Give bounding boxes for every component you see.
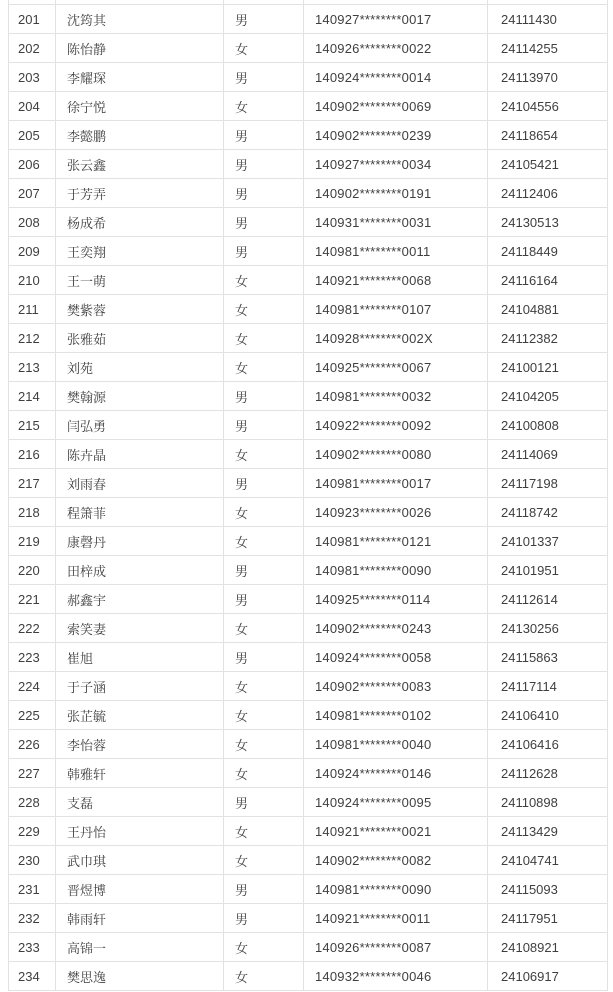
table-row bbox=[8, 92, 608, 121]
exam-number-cell bbox=[488, 0, 608, 4]
gender-cell bbox=[224, 0, 304, 4]
gender-cell: 男 bbox=[224, 63, 304, 91]
id-number-cell: 140923********0026 bbox=[304, 498, 488, 526]
exam-number-cell: 24104881 bbox=[488, 295, 608, 323]
name-cell: 高锦一 bbox=[56, 933, 224, 961]
name-cell: 程箫菲 bbox=[56, 498, 224, 526]
exam-number-cell: 24106410 bbox=[488, 701, 608, 729]
id-number-cell: 140902********0069 bbox=[304, 92, 488, 120]
id-number-cell: 140902********0243 bbox=[304, 614, 488, 642]
exam-number-cell: 24118449 bbox=[488, 237, 608, 265]
name-cell: 王奕翔 bbox=[56, 237, 224, 265]
name-cell: 于子涵 bbox=[56, 672, 224, 700]
name-cell: 樊紫蓉 bbox=[56, 295, 224, 323]
gender-cell: 女 bbox=[224, 730, 304, 758]
gender-cell: 男 bbox=[224, 150, 304, 178]
exam-number-cell: 24130256 bbox=[488, 614, 608, 642]
name-cell: 李懿鹏 bbox=[56, 121, 224, 149]
name-cell: 徐宁悦 bbox=[56, 92, 224, 120]
id-number-cell: 140902********0191 bbox=[304, 179, 488, 207]
table-row bbox=[8, 411, 608, 440]
row-number-cell: 210 bbox=[8, 266, 56, 294]
table-row bbox=[8, 295, 608, 324]
name-cell: 于芳弄 bbox=[56, 179, 224, 207]
row-number-cell: 213 bbox=[8, 353, 56, 381]
id-number-cell: 140902********0083 bbox=[304, 672, 488, 700]
row-number-cell: 203 bbox=[8, 63, 56, 91]
exam-number-cell: 24101337 bbox=[488, 527, 608, 555]
id-number-cell: 140981********0121 bbox=[304, 527, 488, 555]
table-row bbox=[8, 179, 608, 208]
row-number-cell: 204 bbox=[8, 92, 56, 120]
id-number-cell: 140922********0092 bbox=[304, 411, 488, 439]
table-row bbox=[8, 556, 608, 585]
gender-cell: 女 bbox=[224, 759, 304, 787]
exam-number-cell: 24110898 bbox=[488, 788, 608, 816]
table-row bbox=[8, 875, 608, 904]
table-row bbox=[8, 759, 608, 788]
row-number-cell: 201 bbox=[8, 5, 56, 33]
gender-cell: 女 bbox=[224, 92, 304, 120]
exam-number-cell: 24117951 bbox=[488, 904, 608, 932]
gender-cell: 男 bbox=[224, 382, 304, 410]
name-cell: 樊翰源 bbox=[56, 382, 224, 410]
table-row bbox=[8, 34, 608, 63]
name-cell: 陈怡静 bbox=[56, 34, 224, 62]
table-row bbox=[8, 150, 608, 179]
table-row bbox=[8, 672, 608, 701]
name-cell: 田梓成 bbox=[56, 556, 224, 584]
gender-cell: 女 bbox=[224, 527, 304, 555]
name-cell: 崔旭 bbox=[56, 643, 224, 671]
gender-cell: 女 bbox=[224, 701, 304, 729]
gender-cell: 女 bbox=[224, 353, 304, 381]
table-row bbox=[8, 933, 608, 962]
name-cell: 杨成希 bbox=[56, 208, 224, 236]
exam-number-cell: 24106917 bbox=[488, 962, 608, 990]
table-row bbox=[8, 585, 608, 614]
name-cell: 李怡蓉 bbox=[56, 730, 224, 758]
id-number-cell: 140925********0067 bbox=[304, 353, 488, 381]
id-number-cell: 140981********0040 bbox=[304, 730, 488, 758]
id-number-cell: 140981********0017 bbox=[304, 469, 488, 497]
exam-number-cell: 24101951 bbox=[488, 556, 608, 584]
row-number-cell: 206 bbox=[8, 150, 56, 178]
id-number-cell: 140927********0034 bbox=[304, 150, 488, 178]
id-number-cell: 140926********0087 bbox=[304, 933, 488, 961]
name-cell: 李耀琛 bbox=[56, 63, 224, 91]
id-number-cell: 140924********0146 bbox=[304, 759, 488, 787]
row-number-cell: 223 bbox=[8, 643, 56, 671]
exam-number-cell: 24116164 bbox=[488, 266, 608, 294]
name-cell: 张云鑫 bbox=[56, 150, 224, 178]
gender-cell: 男 bbox=[224, 875, 304, 903]
row-number-cell: 212 bbox=[8, 324, 56, 352]
exam-number-cell: 24130513 bbox=[488, 208, 608, 236]
id-number-cell: 140926********0022 bbox=[304, 34, 488, 62]
exam-number-cell: 24106416 bbox=[488, 730, 608, 758]
row-number-cell: 208 bbox=[8, 208, 56, 236]
id-number-cell: 140902********0239 bbox=[304, 121, 488, 149]
exam-number-cell: 24113429 bbox=[488, 817, 608, 845]
row-number-cell: 221 bbox=[8, 585, 56, 613]
name-cell: 刘苑 bbox=[56, 353, 224, 381]
table-row bbox=[8, 63, 608, 92]
table-row bbox=[8, 5, 608, 34]
id-number-cell: 140981********0032 bbox=[304, 382, 488, 410]
name-cell: 晋煜博 bbox=[56, 875, 224, 903]
row-number-cell: 229 bbox=[8, 817, 56, 845]
exam-number-cell: 24108921 bbox=[488, 933, 608, 961]
gender-cell: 女 bbox=[224, 324, 304, 352]
exam-number-cell: 24113970 bbox=[488, 63, 608, 91]
gender-cell: 女 bbox=[224, 295, 304, 323]
row-number-cell: 215 bbox=[8, 411, 56, 439]
exam-number-cell: 24118654 bbox=[488, 121, 608, 149]
gender-cell: 男 bbox=[224, 643, 304, 671]
id-number-cell: 140902********0080 bbox=[304, 440, 488, 468]
table-row bbox=[8, 527, 608, 556]
row-number-cell: 219 bbox=[8, 527, 56, 555]
name-cell: 王一萌 bbox=[56, 266, 224, 294]
row-number-cell bbox=[8, 0, 56, 4]
table-row bbox=[8, 817, 608, 846]
gender-cell: 女 bbox=[224, 962, 304, 990]
row-number-cell: 231 bbox=[8, 875, 56, 903]
table-row bbox=[8, 469, 608, 498]
exam-number-cell: 24104741 bbox=[488, 846, 608, 874]
table-row bbox=[8, 788, 608, 817]
gender-cell: 女 bbox=[224, 34, 304, 62]
name-cell: 张芷毓 bbox=[56, 701, 224, 729]
row-number-cell: 217 bbox=[8, 469, 56, 497]
exam-number-cell: 24104556 bbox=[488, 92, 608, 120]
exam-number-cell: 24112628 bbox=[488, 759, 608, 787]
table-row bbox=[8, 730, 608, 759]
row-number-cell: 232 bbox=[8, 904, 56, 932]
name-cell: 闫弘勇 bbox=[56, 411, 224, 439]
table-row bbox=[8, 962, 608, 991]
exam-number-cell: 24104205 bbox=[488, 382, 608, 410]
row-number-cell: 216 bbox=[8, 440, 56, 468]
row-number-cell: 230 bbox=[8, 846, 56, 874]
gender-cell: 女 bbox=[224, 933, 304, 961]
gender-cell: 女 bbox=[224, 440, 304, 468]
gender-cell: 女 bbox=[224, 498, 304, 526]
name-cell: 张雅茹 bbox=[56, 324, 224, 352]
name-cell: 支磊 bbox=[56, 788, 224, 816]
row-number-cell: 233 bbox=[8, 933, 56, 961]
table-row bbox=[8, 237, 608, 266]
gender-cell: 男 bbox=[224, 469, 304, 497]
row-number-cell: 220 bbox=[8, 556, 56, 584]
gender-cell: 女 bbox=[224, 672, 304, 700]
exam-number-cell: 24112614 bbox=[488, 585, 608, 613]
name-cell: 康磬丹 bbox=[56, 527, 224, 555]
name-cell: 樊思逸 bbox=[56, 962, 224, 990]
table-row bbox=[8, 208, 608, 237]
row-number-cell: 226 bbox=[8, 730, 56, 758]
id-number-cell: 140902********0082 bbox=[304, 846, 488, 874]
table-row bbox=[8, 904, 608, 933]
name-cell: 武巾琪 bbox=[56, 846, 224, 874]
id-number-cell: 140981********0090 bbox=[304, 875, 488, 903]
id-number-cell: 140931********0031 bbox=[304, 208, 488, 236]
name-cell: 刘雨春 bbox=[56, 469, 224, 497]
exam-number-cell: 24118742 bbox=[488, 498, 608, 526]
row-number-cell: 222 bbox=[8, 614, 56, 642]
id-number-cell: 140932********0046 bbox=[304, 962, 488, 990]
name-cell: 沈筠其 bbox=[56, 5, 224, 33]
id-number-cell: 140981********0102 bbox=[304, 701, 488, 729]
row-number-cell: 211 bbox=[8, 295, 56, 323]
gender-cell: 女 bbox=[224, 817, 304, 845]
gender-cell: 男 bbox=[224, 904, 304, 932]
id-number-cell: 140928********002X bbox=[304, 324, 488, 352]
row-number-cell: 207 bbox=[8, 179, 56, 207]
name-cell: 王丹怡 bbox=[56, 817, 224, 845]
table-row bbox=[8, 382, 608, 411]
row-number-cell: 225 bbox=[8, 701, 56, 729]
exam-number-cell: 24100808 bbox=[488, 411, 608, 439]
gender-cell: 男 bbox=[224, 585, 304, 613]
name-cell: 索笑妻 bbox=[56, 614, 224, 642]
exam-number-cell: 24100121 bbox=[488, 353, 608, 381]
table-row bbox=[8, 353, 608, 382]
id-number-cell: 140981********0011 bbox=[304, 237, 488, 265]
gender-cell: 男 bbox=[224, 5, 304, 33]
row-number-cell: 227 bbox=[8, 759, 56, 787]
id-number-cell: 140927********0017 bbox=[304, 5, 488, 33]
exam-number-cell: 24105421 bbox=[488, 150, 608, 178]
row-number-cell: 234 bbox=[8, 962, 56, 990]
name-cell: 郝鑫宇 bbox=[56, 585, 224, 613]
exam-number-cell: 24112406 bbox=[488, 179, 608, 207]
table-row bbox=[8, 846, 608, 875]
table-row bbox=[8, 121, 608, 150]
exam-number-cell: 24115093 bbox=[488, 875, 608, 903]
id-number-cell: 140981********0090 bbox=[304, 556, 488, 584]
name-cell bbox=[56, 0, 224, 4]
row-number-cell: 228 bbox=[8, 788, 56, 816]
id-number-cell: 140921********0021 bbox=[304, 817, 488, 845]
exam-number-cell: 24112382 bbox=[488, 324, 608, 352]
row-number-cell: 218 bbox=[8, 498, 56, 526]
table-row bbox=[8, 701, 608, 730]
id-number-cell: 140981********0107 bbox=[304, 295, 488, 323]
row-number-cell: 205 bbox=[8, 121, 56, 149]
exam-number-cell: 24111430 bbox=[488, 5, 608, 33]
gender-cell: 男 bbox=[224, 208, 304, 236]
name-cell: 韩雅轩 bbox=[56, 759, 224, 787]
exam-number-cell: 24114255 bbox=[488, 34, 608, 62]
id-number-cell: 140921********0068 bbox=[304, 266, 488, 294]
id-number-cell: 140925********0114 bbox=[304, 585, 488, 613]
id-number-cell: 140924********0014 bbox=[304, 63, 488, 91]
table-body bbox=[8, 5, 608, 991]
row-number-cell: 202 bbox=[8, 34, 56, 62]
exam-number-cell: 24117114 bbox=[488, 672, 608, 700]
table-row bbox=[8, 266, 608, 295]
gender-cell: 男 bbox=[224, 556, 304, 584]
row-number-cell: 209 bbox=[8, 237, 56, 265]
table-row bbox=[8, 498, 608, 527]
name-cell: 陈卉晶 bbox=[56, 440, 224, 468]
table-row bbox=[8, 614, 608, 643]
exam-number-cell: 24114069 bbox=[488, 440, 608, 468]
gender-cell: 男 bbox=[224, 788, 304, 816]
gender-cell: 男 bbox=[224, 179, 304, 207]
id-number-cell: 140924********0058 bbox=[304, 643, 488, 671]
gender-cell: 女 bbox=[224, 846, 304, 874]
table-row bbox=[8, 324, 608, 353]
table-row bbox=[8, 643, 608, 672]
gender-cell: 女 bbox=[224, 266, 304, 294]
gender-cell: 男 bbox=[224, 411, 304, 439]
gender-cell: 男 bbox=[224, 121, 304, 149]
name-cell: 韩雨轩 bbox=[56, 904, 224, 932]
row-number-cell: 214 bbox=[8, 382, 56, 410]
exam-number-cell: 24115863 bbox=[488, 643, 608, 671]
id-number-cell: 140924********0095 bbox=[304, 788, 488, 816]
table-row bbox=[8, 440, 608, 469]
id-number-cell bbox=[304, 0, 488, 4]
gender-cell: 女 bbox=[224, 614, 304, 642]
exam-number-cell: 24117198 bbox=[488, 469, 608, 497]
row-number-cell: 224 bbox=[8, 672, 56, 700]
student-roster-table bbox=[8, 0, 608, 991]
gender-cell: 男 bbox=[224, 237, 304, 265]
id-number-cell: 140921********0011 bbox=[304, 904, 488, 932]
